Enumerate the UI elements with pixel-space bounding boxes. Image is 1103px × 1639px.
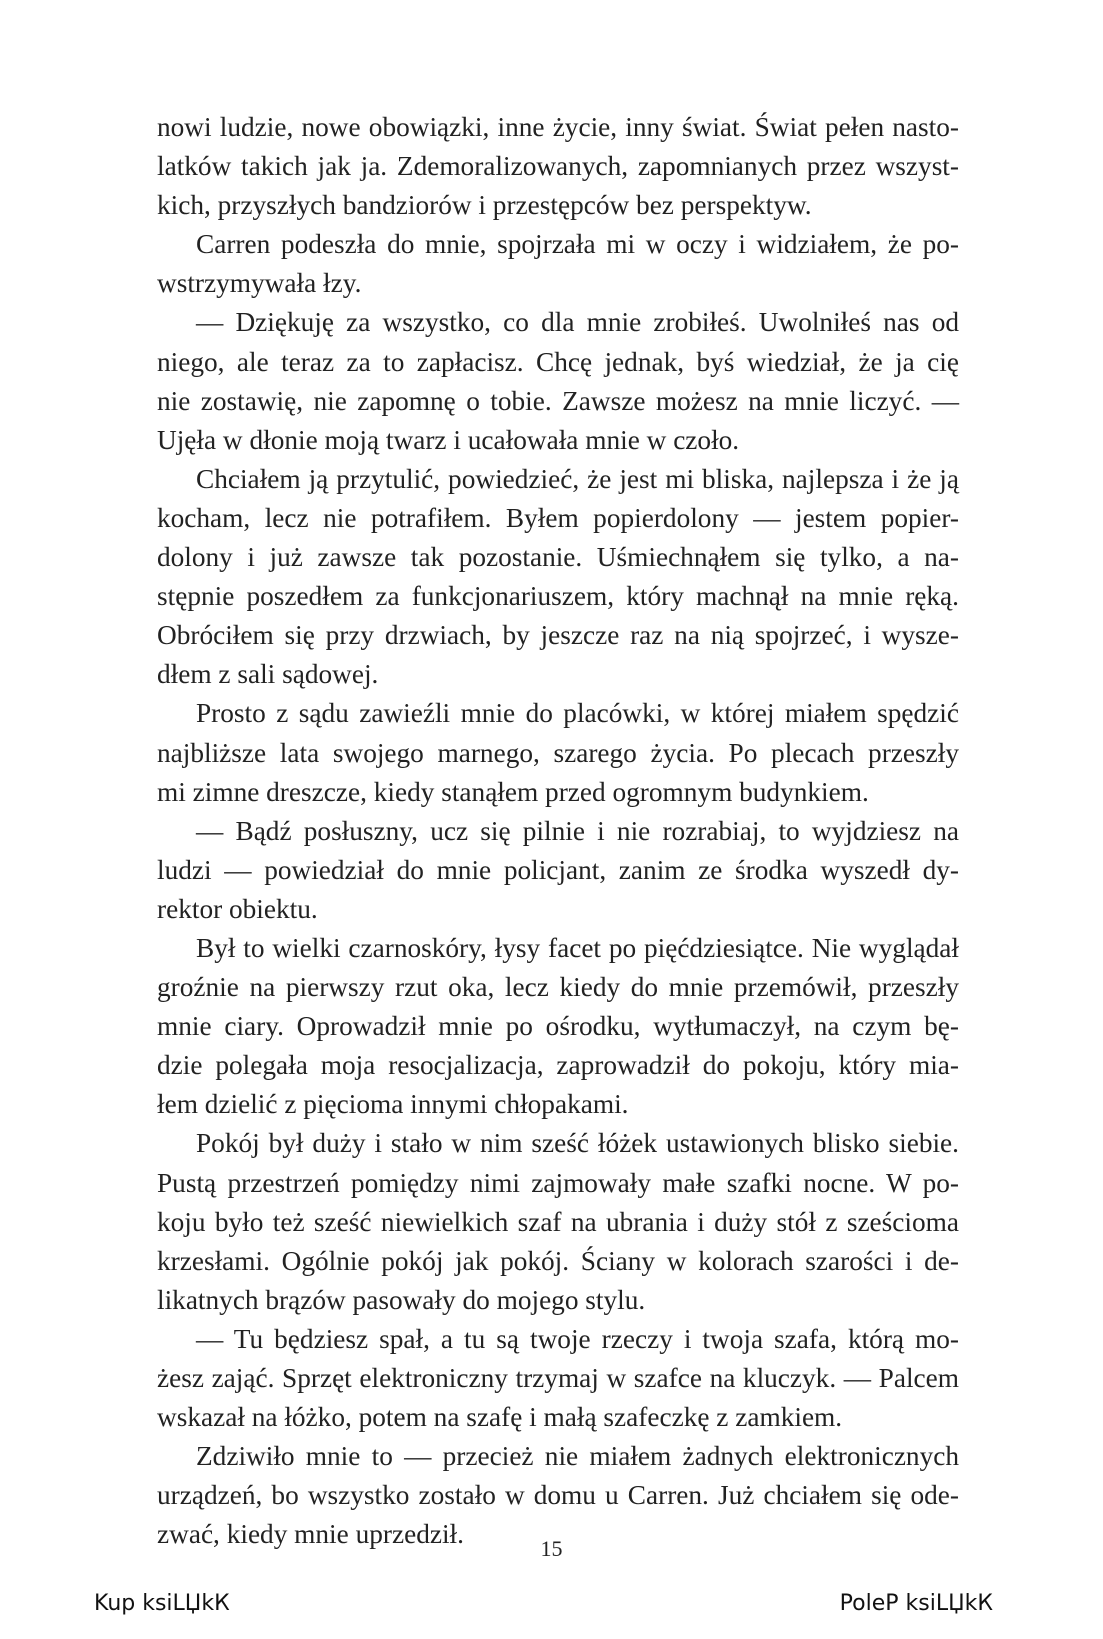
- text-line: kocham, lecz nie potrafiłem. Byłem popierdolony — jestem popier-: [157, 502, 959, 533]
- text-line: mi zimne dreszcze, kiedy stanąłem przed ogromnym budynkiem.: [157, 776, 869, 807]
- page-body-text: [157, 108, 959, 1554]
- text-line: rektor obiektu.: [157, 893, 318, 924]
- text-line: Ujęła w dłonie moją twarz i ucałowała mnie w czoło.: [157, 424, 740, 455]
- text-line: kich, przyszłych bandziorów i przestępców bez perspektyw.: [157, 190, 812, 221]
- text-line: dłem z sali sądowej.: [157, 659, 379, 690]
- text-line: nie zostawię, nie zapomnę o tobie. Zawsze możesz na mnie liczyć. —: [157, 385, 959, 416]
- text-line: stępnie poszedłem za funkcjonariuszem, który machnął na mnie ręką.: [157, 581, 959, 612]
- text-line: groźnie na pierwszy rzut oka, lecz kiedy do mnie przemówił, przeszły: [157, 972, 959, 1003]
- page-number: 15: [540, 1536, 563, 1561]
- text-line: łem dzielić z pięcioma innymi chłopakami.: [157, 1089, 629, 1120]
- text-line: Był to wielki czarnoskóry, łysy facet po pięćdziesiątce. Nie wyglądał: [196, 932, 959, 963]
- text-line: zwać, kiedy mnie uprzedził.: [157, 1519, 464, 1550]
- text-line: nowi ludzie, nowe obowiązki, inne życie, inny świat. Świat pełen nasto-: [157, 112, 959, 142]
- text-line: — Bądź posłuszny, ucz się pilnie i nie rozrabiaj, to wyjdziesz na: [196, 815, 959, 846]
- text-line: wstrzymywała łzy.: [157, 268, 362, 299]
- text-line: Obróciłem się przy drzwiach, by jeszcze raz na nią spojrzeć, i wysze-: [157, 620, 959, 651]
- text-line: Prosto z sądu zawieźli mnie do placówki, w której miałem spędzić: [196, 698, 959, 729]
- buy-book-link[interactable]: Kup ksiLЏkК: [94, 1591, 230, 1616]
- text-line: Chciałem ją przytulić, powiedzieć, że jest mi bliska, najlepsza i że ją: [196, 463, 959, 494]
- text-line: likatnych brązów pasowały do mojego stylu.: [157, 1284, 646, 1315]
- text-line: urządzeń, bo wszystko zostało w domu u Carren. Już chciałem się ode-: [157, 1480, 959, 1511]
- text-line: niego, ale teraz za to zapłacisz. Chcę jednak, byś wiedział, że ja cię: [157, 346, 959, 377]
- text-line: Pokój był duży i stało w nim sześć łóżek ustawionych blisko siebie.: [196, 1128, 959, 1159]
- text-line: Pustą przestrzeń pomiędzy nimi zajmowały małe szafki nocne. W po-: [157, 1167, 959, 1198]
- recommend-book-link[interactable]: PoleР ksiLЏkК: [839, 1591, 993, 1616]
- text-line: mnie ciary. Oprowadził mnie po ośrodku, wytłumaczył, na czym bę-: [157, 1011, 959, 1042]
- text-line: wskazał na łóżko, potem na szafę i małą szafeczkę z zamkiem.: [157, 1402, 843, 1433]
- text-line: najbliższe lata swojego marnego, szarego życia. Po plecach przeszły: [157, 737, 959, 768]
- text-line: dzie polegała moja resocjalizacja, zaprowadził do pokoju, który mia-: [157, 1050, 959, 1081]
- text-line: krzesłami. Ogólnie pokój jak pokój. Ściany w kolorach szarości i de-: [157, 1245, 959, 1276]
- text-line: latków takich jak ja. Zdemoralizowanych, zapomnianych przez wszyst-: [157, 151, 959, 182]
- text-line: koju było też sześć niewielkich szaf na ubrania i duży stół z sześcioma: [157, 1206, 959, 1237]
- text-line: żesz zająć. Sprzęt elektroniczny trzymaj w szafce na kluczyk. — Palcem: [157, 1363, 959, 1393]
- text-line: ludzi — powiedział do mnie policjant, zanim ze środka wyszedł dy-: [157, 854, 959, 885]
- text-line: Zdziwiło mnie to — przecież nie miałem żadnych elektronicznych: [196, 1441, 959, 1472]
- text-line: — Dziękuję za wszystko, co dla mnie zrobiłeś. Uwolniłeś nas od: [196, 307, 959, 338]
- text-line: dolony i już zawsze tak pozostanie. Uśmiechnąłem się tylko, a na-: [157, 542, 959, 573]
- text-line: Carren podeszła do mnie, spojrzała mi w oczy i widziałem, że po-: [196, 229, 959, 260]
- text-line: — Tu będziesz spał, a tu są twoje rzeczy i twoja szafa, którą mo-: [196, 1323, 959, 1354]
